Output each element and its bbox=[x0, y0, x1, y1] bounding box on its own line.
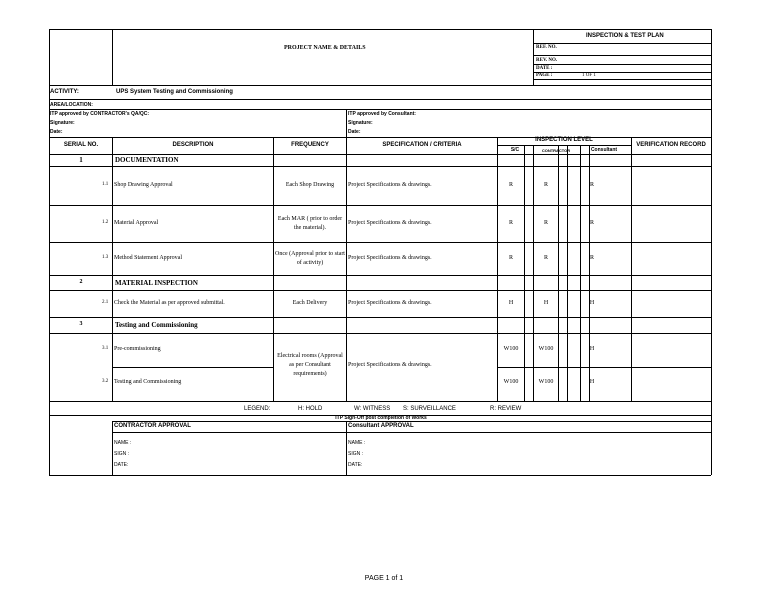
rule bbox=[49, 29, 50, 475]
rule bbox=[346, 109, 347, 137]
item-frequency: Each Delivery bbox=[292, 300, 328, 306]
col-frequency: FREQUENCY bbox=[291, 142, 329, 148]
rule bbox=[49, 29, 711, 30]
legend-label: LEGEND: bbox=[244, 406, 271, 412]
col-consultant: Consultant bbox=[590, 147, 618, 153]
level-contractor: R bbox=[543, 220, 549, 226]
level-contractor: W100 bbox=[538, 346, 554, 352]
rule bbox=[49, 154, 711, 155]
level-sc: R bbox=[508, 220, 514, 226]
section-title: MATERIAL INSPECTION bbox=[115, 279, 198, 287]
contractor-name-label: NAME : bbox=[114, 440, 132, 446]
rule bbox=[497, 145, 631, 146]
signoff-title: ITP Sign-Off post completion of Works bbox=[335, 415, 427, 421]
rule bbox=[49, 317, 711, 318]
rule bbox=[112, 421, 711, 422]
rule bbox=[631, 137, 632, 401]
rule bbox=[533, 29, 534, 85]
legend-hold: H: HOLD bbox=[298, 406, 323, 412]
item-description: Check the Material as per approved submittal. bbox=[114, 300, 225, 306]
col-inspection-level: INSPECTION LEVEL bbox=[535, 137, 593, 143]
item-number: 1.3 bbox=[102, 255, 109, 260]
level-contractor: R bbox=[543, 255, 549, 261]
section-number: 3 bbox=[79, 321, 83, 327]
item-spec: Project Specifications & drawings. bbox=[348, 220, 432, 226]
page-footer: PAGE 1 of 1 bbox=[364, 575, 404, 582]
col-verification: VERIFICATION RECORD bbox=[636, 142, 706, 148]
level-consultant: H bbox=[589, 379, 595, 385]
consultant-date-label: Date: bbox=[348, 129, 361, 135]
rule bbox=[533, 79, 711, 80]
contractor-sign-label: SIGN : bbox=[114, 451, 130, 457]
section-number: 2 bbox=[79, 279, 83, 285]
item-spec: Project Specifications & drawings. bbox=[348, 182, 432, 188]
plan-title: INSPECTION & TEST PLAN bbox=[586, 33, 664, 39]
rule bbox=[49, 401, 711, 402]
item-spec: Project Specifications & drawings. bbox=[348, 255, 432, 261]
contractor-date-label: Date: bbox=[50, 129, 63, 135]
rule bbox=[112, 421, 113, 475]
consultant-approval-heading: Consultant APPROVAL bbox=[348, 423, 414, 429]
rule bbox=[497, 367, 711, 368]
rule bbox=[49, 290, 711, 291]
group-frequency: Electrical rooms (Approval as per Consultant requirements) bbox=[277, 353, 343, 377]
rule bbox=[112, 29, 113, 85]
level-consultant: R bbox=[589, 255, 595, 261]
consultant-signature-label: Signature: bbox=[348, 120, 373, 126]
item-frequency: Each Shop Drawing bbox=[285, 182, 335, 188]
item-spec: Project Specifications & drawings. bbox=[348, 300, 432, 306]
item-description: Shop Drawing Approval bbox=[114, 182, 173, 188]
level-consultant: H bbox=[589, 300, 595, 306]
contractor-signature-label: Signature: bbox=[50, 120, 75, 126]
level-contractor: H bbox=[543, 300, 549, 306]
consultant-approval-label: ITP approved by Consultant: bbox=[348, 111, 416, 117]
rule bbox=[49, 242, 711, 243]
contractor-date-label: DATE: bbox=[114, 462, 129, 468]
rule bbox=[49, 275, 711, 276]
consultant-name-label: NAME : bbox=[348, 440, 366, 446]
rule bbox=[49, 85, 711, 86]
rule bbox=[580, 145, 581, 401]
area-label: AREA/LOCATION: bbox=[50, 102, 93, 108]
col-spec: SPECIFICATION / CRITERIA bbox=[382, 142, 462, 148]
rule bbox=[346, 137, 347, 401]
level-consultant: R bbox=[589, 182, 595, 188]
section-title: Testing and Commissioning bbox=[115, 321, 198, 329]
rule bbox=[346, 421, 347, 475]
rule bbox=[711, 29, 712, 475]
date-label: DATE : bbox=[536, 66, 553, 71]
rule bbox=[533, 43, 711, 44]
item-frequency: Once (Approval prior to start of activity) bbox=[275, 251, 345, 266]
group-spec: Project Specifications & drawings. bbox=[348, 362, 432, 368]
project-name: PROJECT NAME & DETAILS bbox=[284, 45, 366, 51]
rule bbox=[533, 145, 534, 401]
rule bbox=[112, 432, 711, 433]
item-description: Pre-commissioning bbox=[114, 346, 161, 352]
contractor-approval-label: ITP approved by CONTRACTOR's QA/QC: bbox=[50, 111, 150, 117]
legend-surveillance: S: SURVEILLANCE bbox=[403, 406, 456, 412]
consultant-date-label: DATE: bbox=[348, 462, 363, 468]
consultant-sign-label: SIGN : bbox=[348, 451, 364, 457]
col-contractor: CONTRACTOR bbox=[541, 148, 571, 153]
level-sc: R bbox=[508, 182, 514, 188]
legend-review: R: REVIEW bbox=[490, 406, 522, 412]
rule bbox=[49, 166, 711, 167]
rule bbox=[49, 333, 711, 334]
contractor-approval-heading: CONTRACTOR APPROVAL bbox=[114, 423, 191, 429]
rule bbox=[112, 137, 113, 401]
rule bbox=[112, 367, 273, 368]
rule bbox=[558, 145, 559, 401]
rule bbox=[49, 99, 711, 100]
level-sc: R bbox=[508, 255, 514, 261]
item-number: 3.2 bbox=[102, 379, 109, 384]
col-serial: SERIAL NO. bbox=[63, 142, 99, 148]
rule bbox=[49, 475, 711, 476]
item-description: Testing and Commissioning bbox=[114, 379, 182, 385]
rule bbox=[533, 72, 711, 73]
item-number: 1.2 bbox=[102, 220, 109, 225]
item-number: 1.1 bbox=[102, 182, 109, 187]
level-contractor: R bbox=[543, 182, 549, 188]
rev-no-label: REV. NO. bbox=[536, 58, 558, 63]
rule bbox=[49, 109, 711, 110]
rule bbox=[567, 145, 568, 401]
section-title: DOCUMENTATION bbox=[115, 156, 179, 164]
legend-witness: W: WITNESS bbox=[354, 406, 391, 412]
item-description: Material Approval bbox=[114, 220, 159, 226]
col-sc: S/C bbox=[510, 147, 520, 153]
item-number: 3.1 bbox=[102, 346, 109, 351]
rule bbox=[497, 137, 498, 401]
activity-label: ACTIVITY: bbox=[50, 89, 79, 95]
rule bbox=[49, 205, 711, 206]
level-consultant: H bbox=[589, 346, 595, 352]
item-frequency: Each MAR ( prior to order the material). bbox=[277, 216, 343, 231]
col-description: DESCRIPTION bbox=[172, 142, 214, 148]
level-sc: W100 bbox=[503, 379, 519, 385]
page-label: PAGE : bbox=[536, 73, 553, 78]
level-sc: H bbox=[508, 300, 514, 306]
section-number: 1 bbox=[79, 156, 83, 164]
activity-value: UPS System Testing and Commissioning bbox=[116, 89, 233, 95]
page-value: 1 OF 1 bbox=[582, 73, 596, 78]
ref-no-label: REF. NO. bbox=[536, 45, 557, 50]
level-sc: W100 bbox=[503, 346, 519, 352]
item-description: Method Statement Approval bbox=[114, 255, 182, 261]
level-consultant: R bbox=[589, 220, 595, 226]
rule bbox=[533, 64, 711, 65]
rule bbox=[533, 55, 711, 56]
level-contractor: W100 bbox=[538, 379, 554, 385]
item-number: 2.1 bbox=[102, 300, 109, 305]
rule bbox=[49, 137, 711, 138]
rule bbox=[524, 145, 525, 401]
